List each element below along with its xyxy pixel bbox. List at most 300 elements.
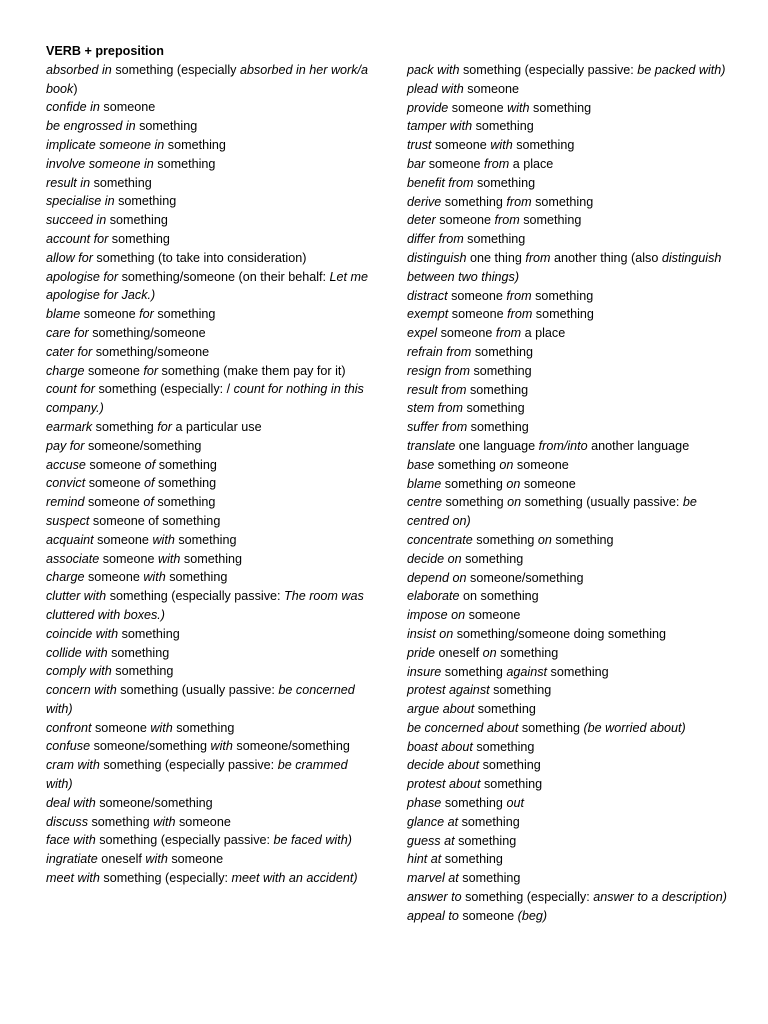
italic-phrase: concentrate <box>407 532 473 547</box>
list-item <box>46 644 376 663</box>
plain-phrase: something <box>153 495 216 510</box>
plain-phrase: someone <box>435 213 495 228</box>
italic-phrase: impose on <box>407 608 466 623</box>
italic-phrase: insure <box>407 664 442 679</box>
plain-phrase: something (especially: <box>99 871 232 886</box>
italic-phrase: decide on <box>407 551 462 566</box>
list-item <box>46 380 376 418</box>
list-item <box>46 869 376 888</box>
plain-phrase: something <box>531 194 594 209</box>
list-item <box>46 719 376 738</box>
italic-phrase: guess at <box>407 833 455 848</box>
list-item <box>407 61 735 80</box>
plain-phrase: something (especially passive: <box>106 589 284 604</box>
plain-phrase: something <box>441 852 503 867</box>
italic-phrase: derive <box>407 194 442 209</box>
italic-phrase: pack with <box>407 63 460 77</box>
italic-phrase: expel <box>407 326 438 341</box>
italic-phrase: from/into <box>538 438 588 453</box>
italic-phrase: with <box>507 100 530 115</box>
plain-phrase: something <box>441 476 507 491</box>
italic-phrase: allow for <box>46 250 93 265</box>
plain-phrase: something <box>434 457 500 472</box>
italic-phrase: from <box>507 307 533 322</box>
italic-phrase: count for nothing in this company.) <box>46 382 364 416</box>
plain-phrase: one language <box>455 438 539 453</box>
list-item <box>46 192 376 211</box>
list-item <box>46 230 376 249</box>
plain-phrase: something <box>529 100 592 115</box>
plain-phrase: something (make them pay for it) <box>158 363 346 378</box>
plain-phrase: something <box>519 213 582 228</box>
plain-phrase: someone <box>85 476 145 491</box>
list-item <box>407 756 735 775</box>
italic-phrase: bar <box>407 156 426 171</box>
plain-phrase: something <box>174 532 237 547</box>
list-item <box>407 738 735 757</box>
italic-phrase: deter <box>407 213 436 228</box>
italic-phrase: with <box>490 138 513 153</box>
italic-phrase: The room was cluttered with boxes.) <box>46 589 364 622</box>
plain-phrase: someone <box>99 551 159 566</box>
italic-phrase: remind <box>46 495 85 510</box>
list-item <box>46 474 376 493</box>
italic-phrase: convict <box>46 476 86 491</box>
plain-phrase: something <box>441 194 507 209</box>
italic-phrase: with <box>210 739 233 754</box>
plain-phrase: someone <box>84 363 144 378</box>
plain-phrase: something <box>107 645 170 660</box>
italic-phrase: distinguish between two things) <box>407 250 722 284</box>
italic-phrase: glance at <box>407 814 459 829</box>
italic-phrase: result from <box>407 382 467 397</box>
list-item <box>407 869 735 888</box>
italic-phrase: for <box>157 419 172 434</box>
italic-phrase: concern with <box>46 683 117 698</box>
plain-phrase: someone/something <box>84 438 202 453</box>
italic-phrase: deal with <box>46 795 96 810</box>
plain-phrase: something <box>92 419 158 434</box>
list-item <box>46 362 376 381</box>
plain-phrase: something <box>472 119 534 134</box>
italic-phrase: answer to a description) <box>593 890 727 905</box>
italic-phrase: protest about <box>407 777 481 792</box>
plain-phrase: someone/something <box>232 739 350 754</box>
plain-phrase: something <box>154 476 217 491</box>
plain-phrase: something/someone <box>92 344 210 359</box>
plain-phrase: someone of something <box>89 513 221 528</box>
plain-phrase: something (to take into consideration) <box>92 250 307 265</box>
italic-phrase: face with <box>46 833 96 848</box>
plain-phrase: something <box>461 551 524 566</box>
plain-phrase: another language <box>587 438 690 453</box>
italic-phrase: from <box>494 213 520 228</box>
plain-phrase: something <box>111 664 174 679</box>
list-item <box>46 268 376 306</box>
italic-phrase: confide in <box>46 100 100 115</box>
list-item <box>46 568 376 587</box>
italic-phrase: tamper with <box>407 119 473 134</box>
plain-phrase: someone <box>448 100 508 115</box>
plain-phrase: someone <box>93 532 153 547</box>
list-item <box>407 606 735 625</box>
italic-phrase: be concerned about <box>407 720 519 735</box>
italic-phrase: apologise for <box>46 269 119 284</box>
italic-phrase: protest against <box>407 683 490 698</box>
list-item <box>46 418 376 437</box>
italic-phrase: charge <box>46 363 85 378</box>
italic-phrase: pride <box>407 645 436 660</box>
italic-phrase: on <box>507 495 522 510</box>
plain-phrase: something <box>472 532 538 547</box>
list-item <box>407 343 735 362</box>
list-item <box>407 700 735 719</box>
list-item <box>407 569 735 588</box>
italic-phrase: on <box>482 645 497 660</box>
plain-phrase: something <box>454 833 517 848</box>
list-item <box>407 813 735 832</box>
plain-phrase: something <box>153 156 216 171</box>
plain-phrase: something <box>474 702 536 717</box>
italic-phrase: appeal to <box>407 908 459 923</box>
list-item <box>46 117 376 136</box>
italic-phrase: for <box>139 307 154 322</box>
italic-phrase: marvel at <box>407 871 459 886</box>
plain-phrase: something <box>88 814 154 829</box>
plain-phrase: someone <box>513 457 569 472</box>
italic-phrase: base <box>407 457 435 472</box>
list-item <box>407 456 735 475</box>
plain-phrase: someone <box>84 570 144 585</box>
plain-phrase: something (especially passive: <box>95 833 274 848</box>
italic-phrase: (be worried about) <box>583 720 686 735</box>
italic-phrase: refrain from <box>407 344 472 359</box>
plain-phrase: something <box>458 814 520 829</box>
italic-phrase: trust <box>407 138 432 153</box>
list-item <box>407 80 735 99</box>
list-item <box>407 719 735 738</box>
list-item <box>407 155 735 174</box>
plain-phrase: something <box>155 457 217 472</box>
plain-phrase: someone <box>91 720 151 735</box>
plain-phrase: something <box>551 532 614 547</box>
plain-phrase: something <box>462 401 525 416</box>
plain-phrase: someone/something <box>466 570 584 585</box>
plain-phrase: someone/something <box>95 795 213 810</box>
list-item <box>407 587 735 606</box>
list-item <box>46 98 376 117</box>
italic-phrase: absorbed in her work/a book <box>46 62 369 96</box>
list-item <box>407 99 735 118</box>
plain-phrase: something (especially: <box>461 890 594 905</box>
plain-phrase: oneself <box>97 852 146 867</box>
plain-phrase: something/someone doing something <box>453 626 667 641</box>
plain-phrase: someone <box>99 100 156 115</box>
list-item <box>46 587 376 625</box>
list-item <box>46 681 376 719</box>
italic-phrase: collide with <box>46 645 108 660</box>
plain-phrase: something <box>135 119 198 134</box>
plain-phrase: on something <box>459 589 539 604</box>
plain-phrase: something <box>470 363 532 378</box>
italic-phrase: suspect <box>46 513 90 528</box>
plain-phrase: something/someone <box>88 325 206 340</box>
plain-phrase: something <box>463 232 526 247</box>
list-item <box>46 136 376 155</box>
list-item <box>46 794 376 813</box>
italic-phrase: coincide with <box>46 626 119 641</box>
italic-phrase: with <box>153 814 176 829</box>
italic-phrase: specialise in <box>46 194 115 209</box>
plain-phrase: someone <box>465 608 521 623</box>
list-item <box>46 155 376 174</box>
italic-phrase: benefit from <box>407 175 474 190</box>
italic-phrase: cram with <box>46 758 100 773</box>
list-item <box>46 850 376 869</box>
italic-phrase: accuse <box>46 457 86 472</box>
italic-phrase: Let me apologise for Jack.) <box>46 269 369 303</box>
plain-phrase: something (especially: / <box>95 382 234 397</box>
italic-phrase: be packed with) <box>637 63 726 77</box>
list-item <box>46 456 376 475</box>
plain-phrase: something (especially passive: <box>99 758 278 773</box>
plain-phrase: something <box>108 231 170 246</box>
plain-phrase: something (usually passive: <box>116 683 279 698</box>
italic-phrase: for <box>143 363 159 378</box>
list-item <box>407 531 735 550</box>
italic-phrase: of <box>144 476 155 491</box>
italic-phrase: charge <box>46 570 85 585</box>
italic-phrase: on <box>537 532 552 547</box>
list-item <box>46 343 376 362</box>
italic-phrase: insist on <box>407 626 454 641</box>
italic-phrase: exempt <box>407 307 449 322</box>
list-item <box>46 756 376 794</box>
list-item <box>46 831 376 850</box>
italic-phrase: result in <box>46 175 91 190</box>
plain-phrase: something <box>106 213 168 228</box>
italic-phrase: earmark <box>46 419 93 434</box>
plain-phrase: something <box>165 570 228 585</box>
italic-phrase: involve someone in <box>46 156 154 171</box>
list-item <box>407 381 735 400</box>
italic-phrase: out <box>506 796 524 811</box>
plain-phrase: someone <box>520 476 576 491</box>
list-item <box>407 550 735 569</box>
list-item <box>46 305 376 324</box>
list-item <box>407 644 735 663</box>
plain-phrase: something <box>489 683 552 698</box>
plain-phrase: someone <box>85 457 145 472</box>
italic-phrase: implicate someone in <box>46 137 165 152</box>
page-heading: VERB + preposition <box>46 44 164 58</box>
italic-phrase: plead with <box>407 81 464 96</box>
plain-phrase: something <box>466 382 529 397</box>
list-item <box>407 136 735 155</box>
plain-phrase: something <box>480 777 543 792</box>
italic-phrase: be centred on) <box>407 495 697 529</box>
list-item <box>46 324 376 343</box>
italic-phrase: depend on <box>407 570 467 585</box>
list-item <box>407 230 735 249</box>
italic-phrase: be crammed with) <box>46 758 348 792</box>
plain-phrase: something <box>164 137 226 152</box>
plain-phrase: something <box>467 420 529 435</box>
plain-phrase: something <box>547 664 609 679</box>
italic-phrase: translate <box>407 438 456 453</box>
plain-phrase: something (usually passive: <box>521 495 683 510</box>
italic-phrase: from <box>495 326 522 341</box>
plain-phrase: someone <box>167 852 224 867</box>
list-item <box>46 174 376 193</box>
italic-phrase: distract <box>407 288 448 303</box>
list-item <box>407 287 735 306</box>
plain-phrase: something (especially <box>111 62 240 77</box>
left-entry-list <box>46 61 376 888</box>
plain-phrase: something <box>512 138 575 153</box>
right-column <box>407 61 735 926</box>
plain-phrase: something <box>442 495 508 510</box>
italic-phrase: confuse <box>46 739 91 754</box>
italic-phrase: blame <box>407 476 442 491</box>
plain-phrase: someone/something <box>90 739 211 754</box>
list-item <box>407 399 735 418</box>
plain-phrase: someone <box>463 81 520 96</box>
italic-phrase: be concerned with) <box>46 683 355 716</box>
italic-phrase: of <box>143 495 154 510</box>
italic-phrase: meet with an accident) <box>231 871 358 886</box>
plain-phrase: something/someone (on their behalf: <box>118 269 330 284</box>
plain-phrase: something <box>90 175 152 190</box>
plain-phrase: something <box>441 796 507 811</box>
italic-phrase: on <box>499 457 514 472</box>
list-item <box>407 305 735 324</box>
italic-phrase: hint at <box>407 852 442 867</box>
italic-phrase: discuss <box>46 814 88 829</box>
italic-phrase: against <box>506 664 548 679</box>
plain-phrase: something <box>496 645 559 660</box>
italic-phrase: pay for <box>46 438 85 453</box>
list-item <box>407 418 735 437</box>
plain-phrase: something <box>479 758 541 773</box>
plain-phrase: one thing <box>466 250 526 265</box>
italic-phrase: with <box>158 551 181 566</box>
list-item <box>46 437 376 456</box>
list-item <box>407 437 735 456</box>
list-item <box>407 625 735 644</box>
plain-phrase: something <box>153 307 216 322</box>
plain-phrase: something <box>472 739 535 754</box>
italic-phrase: suffer from <box>407 420 468 435</box>
plain-phrase: something <box>441 664 507 679</box>
list-item <box>46 625 376 644</box>
italic-phrase: stem from <box>407 401 463 416</box>
plain-phrase: someone <box>80 307 140 322</box>
italic-phrase: clutter with <box>46 589 107 604</box>
plain-phrase: oneself <box>435 645 483 660</box>
plain-phrase: something <box>114 194 177 209</box>
plain-phrase: someone <box>447 288 507 303</box>
list-item <box>46 550 376 569</box>
list-item <box>407 681 735 700</box>
plain-phrase: something <box>172 720 235 735</box>
list-item <box>407 174 735 193</box>
italic-phrase: (beg) <box>517 908 548 923</box>
plain-phrase: something <box>471 344 533 359</box>
italic-phrase: provide <box>407 100 449 115</box>
plain-phrase: something <box>518 720 584 735</box>
italic-phrase: cater for <box>46 344 93 359</box>
list-item <box>407 663 735 682</box>
plain-phrase: someone <box>175 814 231 829</box>
italic-phrase: confront <box>46 720 92 735</box>
italic-phrase: count for <box>46 382 96 397</box>
plain-phrase: something <box>180 551 243 566</box>
italic-phrase: with <box>145 852 168 867</box>
plain-phrase: someone <box>425 156 485 171</box>
italic-phrase: account for <box>46 231 109 246</box>
list-item <box>407 193 735 212</box>
plain-phrase: something <box>531 288 594 303</box>
right-entry-list <box>407 61 735 926</box>
list-item <box>407 794 735 813</box>
italic-phrase: from <box>506 288 532 303</box>
plain-phrase: something <box>458 871 521 886</box>
list-item <box>407 324 735 343</box>
plain-phrase: someone <box>458 908 518 923</box>
italic-phrase: acquaint <box>46 532 94 547</box>
left-column <box>46 42 376 888</box>
plain-phrase: a particular use <box>172 419 262 434</box>
italic-phrase: from <box>525 250 551 265</box>
list-item <box>407 775 735 794</box>
italic-phrase: with <box>152 532 175 547</box>
list-item <box>46 493 376 512</box>
italic-phrase: of <box>144 457 156 472</box>
plain-phrase: a place <box>509 156 554 171</box>
italic-phrase: ingratiate <box>46 852 98 867</box>
italic-phrase: decide about <box>407 758 480 773</box>
italic-phrase: boast about <box>407 739 473 754</box>
plain-phrase: something (especially passive: <box>459 63 638 77</box>
list-item <box>46 61 376 99</box>
italic-phrase: blame <box>46 307 81 322</box>
plain-phrase: ) <box>73 81 78 96</box>
italic-phrase: phase <box>407 796 442 811</box>
plain-phrase: someone <box>431 138 491 153</box>
plain-phrase: another thing (also <box>550 250 662 265</box>
italic-phrase: meet with <box>46 871 100 886</box>
list-item <box>407 249 735 287</box>
list-item <box>46 662 376 681</box>
list-item <box>46 512 376 531</box>
italic-phrase: answer to <box>407 890 462 905</box>
italic-phrase: on <box>506 476 521 491</box>
list-item <box>407 493 735 531</box>
list-item <box>407 117 735 136</box>
plain-phrase: something <box>118 626 180 641</box>
italic-phrase: elaborate <box>407 589 460 604</box>
list-item <box>46 211 376 230</box>
list-item <box>407 850 735 869</box>
list-item <box>46 531 376 550</box>
list-item <box>407 475 735 494</box>
list-item <box>46 249 376 268</box>
plain-phrase: someone <box>84 495 144 510</box>
italic-phrase: succeed in <box>46 213 107 228</box>
list-item <box>46 737 376 756</box>
plain-phrase: something <box>532 307 594 322</box>
